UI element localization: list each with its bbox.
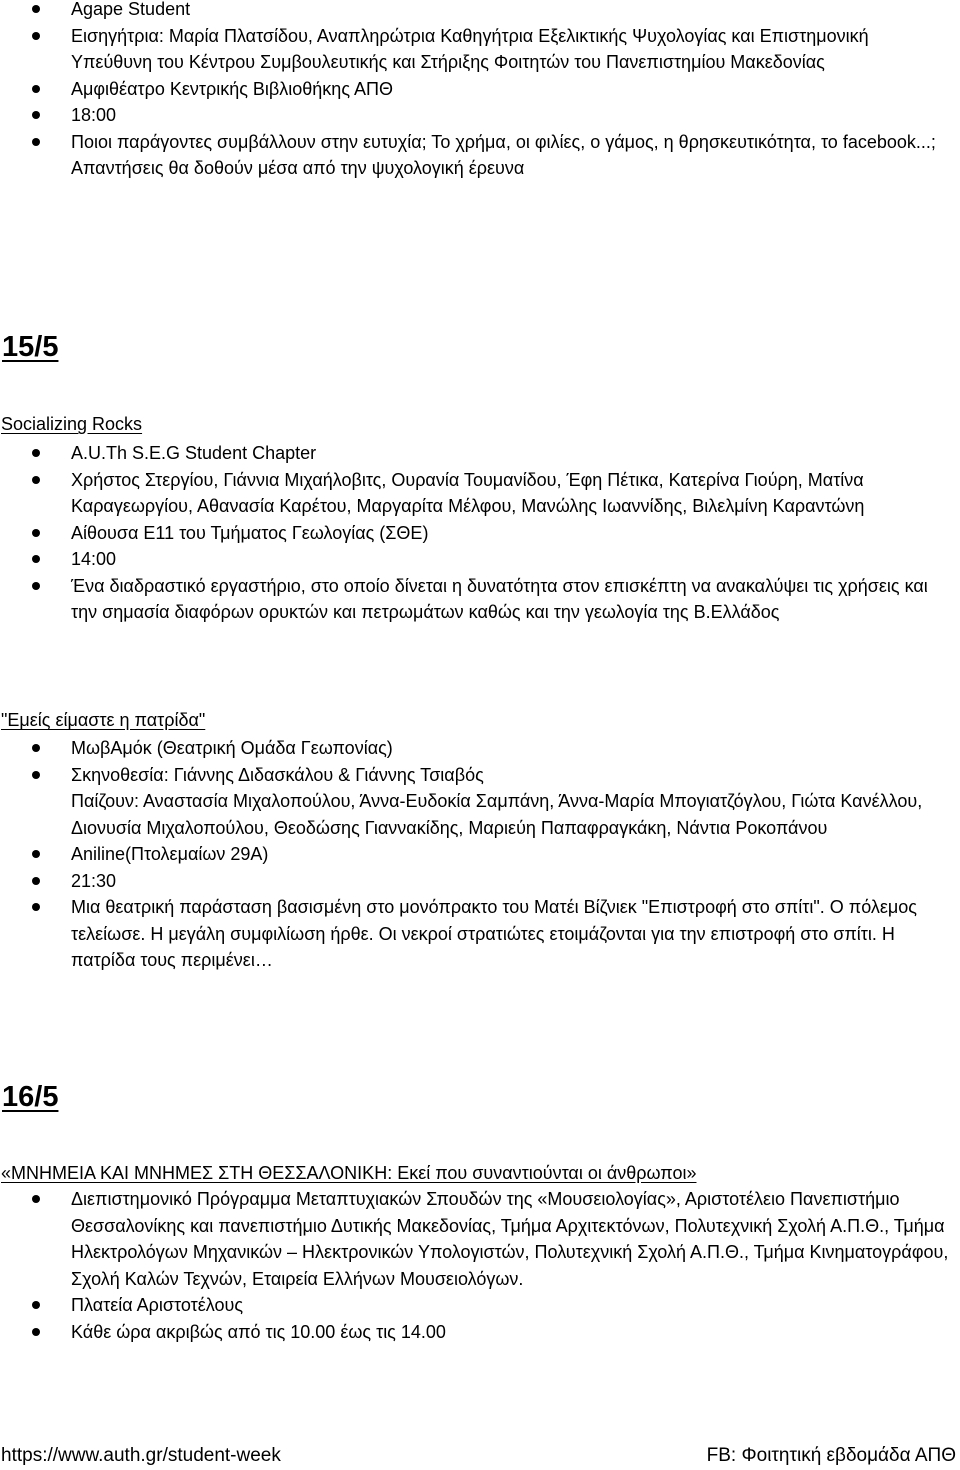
event-title-socializing-rocks: Socializing Rocks (1, 414, 143, 434)
event-location: Πλατεία Αριστοτέλους (0, 1292, 960, 1319)
event-time: 14:00 (0, 546, 960, 573)
event-title-monuments: «ΜΝΗΜΕΙΑ ΚΑΙ ΜΝΗΜΕΣ ΣΤΗ ΘΕΣΣΑΛΟΝΙΚΗ: Εκεί που συναντιούνται οι άνθρωποι» (1, 1163, 697, 1183)
event-location: Aniline(Πτολεμαίων 29Α) (0, 841, 960, 868)
event-details-list (0, 735, 960, 974)
event-director: Σκηνοθεσία: Γιάννης Διδασκάλου & Γιάννης Τσιαβός (0, 762, 960, 789)
footer-facebook-label: FB: Φοιτητική εβδομάδα ΑΠΘ (706, 1445, 956, 1466)
event-details-list (0, 0, 960, 182)
event-speaker: Εισηγήτρια: Μαρία Πλατσίδου, Αναπληρώτρια Καθηγήτρια Εξελικτικής Ψυχολογίας και Επιστημονική Υπεύθυνη του Κέντρου Συμβουλευτικής και Στήριξης Φοιτητών του Πανεπιστημίου Μακεδονίας (0, 23, 960, 76)
event-details-list (0, 440, 960, 626)
page-footer (0, 1443, 960, 1469)
event-time: Κάθε ώρα ακριβώς από τις 10.00 έως τις 14.00 (0, 1319, 960, 1346)
event-description: Μια θεατρική παράσταση βασισμένη στο μονόπρακτο του Ματέι Βίζνιεκ "Επιστροφή στο σπίτι". Ο πόλεμος τελείωσε. Η μεγάλη συμφιλίωση ήρθε. Οι νεκροί στρατιώτες ετοιμάζονται για την επιστροφή στο σπίτι. Η πατρίδα τους περιμένει… (0, 894, 960, 974)
event-organizer: Agape Student (0, 0, 960, 23)
event-organizer: A.U.Th S.E.G Student Chapter (0, 440, 960, 467)
date-heading-15-5: 15/5 (2, 331, 59, 363)
event-description: Ένα διαδραστικό εργαστήριο, στο οποίο δίνεται η δυνατότητα στον επισκέπτη να ανακαλύψει τις χρήσεις και την σημασία διαφόρων ορυκτών και πετρωμάτων καθώς και την γεωλογία της Β.Ελλάδος (0, 573, 960, 626)
event-details-list (0, 1186, 960, 1345)
date-heading-16-5: 16/5 (2, 1081, 59, 1113)
event-participants: Χρήστος Στεργίου, Γιάννια Μιχαήλοβιτς, Ουρανία Τουμανίδου, Έφη Πέτικα, Κατερίνα Γιούρη, Ματίνα Καραγεωργίου, Αθανασία Καρέτου, Μαργαρίτα Μέλφου, Μανώλης Ιωαννίδης, Βιλελμίνη Καραντώνη (0, 467, 960, 520)
footer-website-link[interactable]: https://www.auth.gr/student-week (1, 1445, 281, 1466)
event-organizer: Διεπιστημονικό Πρόγραμμα Μεταπτυχιακών Σπουδών της «Μουσειολογίας», Αριστοτέλειο Πανεπιστήμιο Θεσσαλονίκης και πανεπιστήμιο Δυτικής Μακεδονίας, Τμήμα Αρχιτεκτόνων, Πολυτεχνική Σχολή Α.Π.Θ., Τμήμα Ηλεκτρολόγων Μηχανικών – Ηλεκτρονικών Υπολογιστών, Πολυτεχνική Σχολή Α.Π.Θ., Τμήμα Κινηματογράφου, Σχολή Καλών Τεχνών, Εταιρεία Ελλήνων Μουσειολόγων. (0, 1186, 960, 1292)
event-agape-student (0, 0, 960, 182)
event-organizer: ΜωβΑμόκ (Θεατρική Ομάδα Γεωπονίας) (0, 735, 960, 762)
event-time: 18:00 (0, 102, 960, 129)
event-monuments (0, 1186, 960, 1345)
event-time: 21:30 (0, 868, 960, 895)
event-location: Αίθουσα Ε11 του Τμήματος Γεωλογίας (ΣΘΕ) (0, 520, 960, 547)
event-description: Ποιοι παράγοντες συμβάλλουν στην ευτυχία; Το χρήμα, οι φιλίες, ο γάμος, η θρησκευτικότητα, το facebook...; Απαντήσεις θα δοθούν μέσα από την ψυχολογική έρευνα (0, 129, 960, 182)
event-theatre (0, 735, 960, 974)
event-location: Αμφιθέατρο Κεντρικής Βιβλιοθήκης ΑΠΘ (0, 76, 960, 103)
event-cast: Παίζουν: Αναστασία Μιχαλοπούλου, Άννα-Ευδοκία Σαμπάνη, Άννα-Μαρία Μπογιατζόγλου, Γιώτα Κανέλλου, Διονυσία Μιχαλοπούλου, Θεοδώσης Γιαννακίδης, Μαριεύη Παπαφραγκάκη, Νάντια Ροκοπάνου (71, 791, 923, 838)
event-title-theatre: "Εμείς είμαστε η πατρίδα" (1, 710, 206, 730)
event-socializing-rocks (0, 440, 960, 626)
